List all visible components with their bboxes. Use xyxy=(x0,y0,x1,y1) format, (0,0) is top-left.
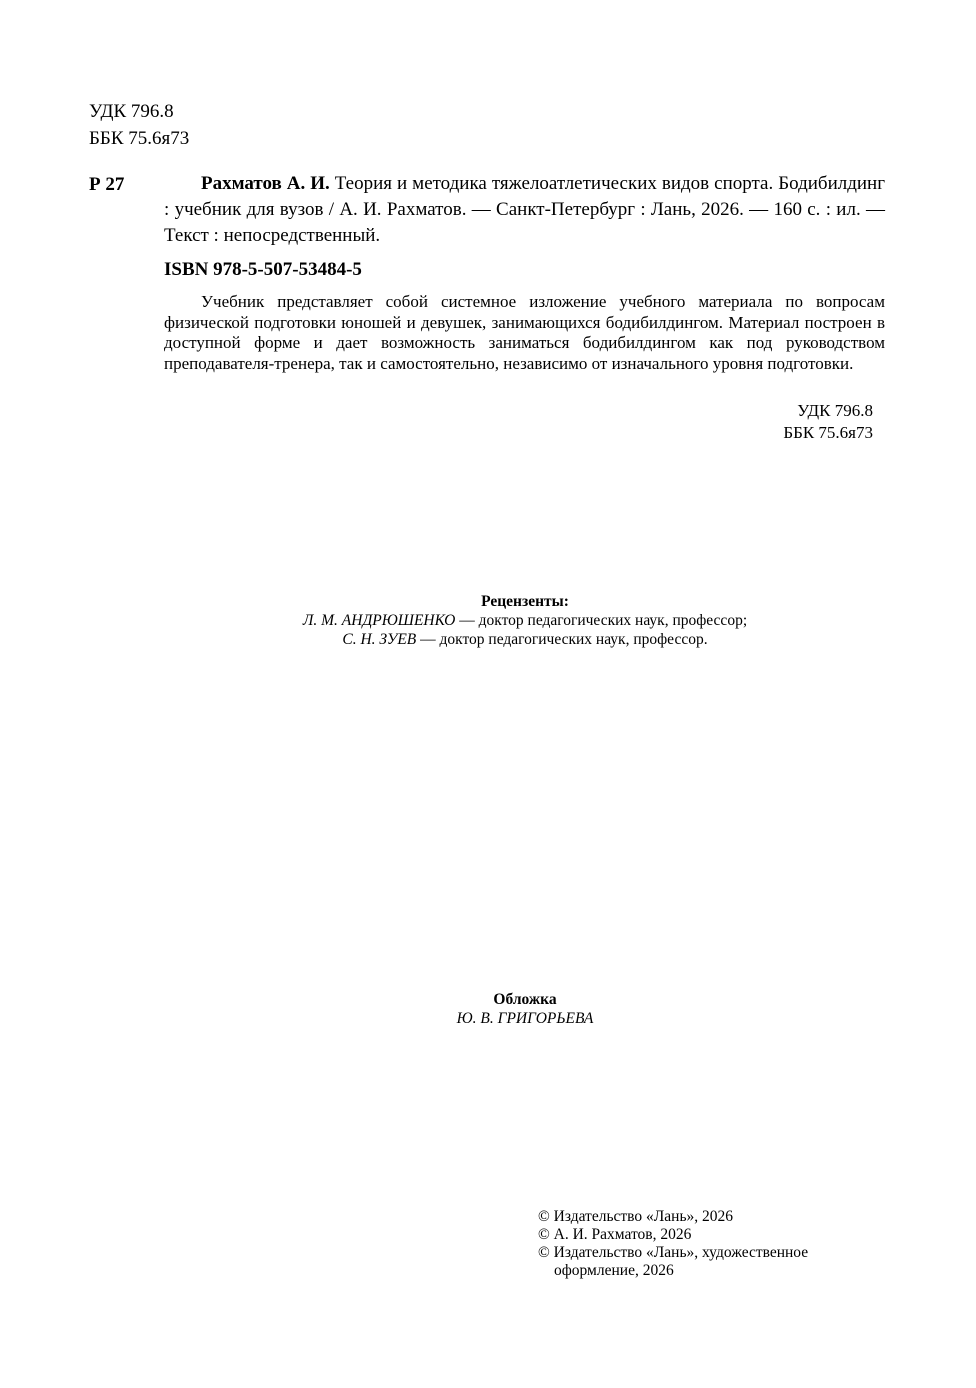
cover-block xyxy=(0,990,976,1028)
reviewer-name: С. Н. ЗУЕВ xyxy=(342,631,417,648)
udk-code: УДК 796.8 xyxy=(89,101,174,122)
bibliographic-record xyxy=(164,171,885,249)
reviewer-desc: — доктор педагогических наук, профессор. xyxy=(416,631,708,648)
bbk-code: ББК 75.6я73 xyxy=(89,128,190,149)
udk-bbk-header xyxy=(89,98,189,152)
copyright-line: © Издательство «Лань», художественное xyxy=(538,1244,809,1261)
author-name: Рахматов А. И. xyxy=(201,173,330,194)
author-sign: Р 27 xyxy=(89,174,125,195)
copyright-line: © А. И. Рахматов, 2026 xyxy=(538,1226,692,1243)
reviewer-line xyxy=(0,611,976,630)
annotation: Учебник представляет собой системное изложение учебного материала по вопросам физической подготовки юношей и девушек, занимающихся бодибилдингом. Материал построен в доступной форме и дает возможность заниматься бодибилдингом как под руководством преподавателя-тренера, так и самостоятельно, независимо от изначального уровня подготовки. xyxy=(164,292,885,373)
cover-heading: Обложка xyxy=(493,991,557,1008)
bbk-code-right: ББК 75.6я73 xyxy=(783,423,873,442)
udk-bbk-footer xyxy=(700,400,873,444)
reviewer-desc: — доктор педагогических наук, профессор; xyxy=(455,612,748,629)
isbn: ISBN 978-5-507-53484-5 xyxy=(164,259,362,280)
copyright-line: оформление, 2026 xyxy=(554,1262,674,1279)
bibliographic-description: Теория и методика тяжелоатлетических видов спорта. Бодибилдинг : учебник для вузов / А. И. Рахматов. — Санкт-Петербург : Лань, 2026. — 160 с. : ил. — Текст : непосредственный. xyxy=(164,173,886,246)
reviewers-block xyxy=(0,592,976,649)
reviewer-line xyxy=(0,630,976,649)
reviewers-heading: Рецензенты: xyxy=(481,593,569,610)
udk-code-right: УДК 796.8 xyxy=(797,401,873,420)
cover-designer: Ю. В. ГРИГОРЬЕВА xyxy=(456,1010,594,1027)
reviewer-name: Л. М. АНДРЮШЕНКО xyxy=(302,612,456,629)
copyright-line: © Издательство «Лань», 2026 xyxy=(538,1208,734,1225)
copyright-block xyxy=(538,1208,808,1280)
